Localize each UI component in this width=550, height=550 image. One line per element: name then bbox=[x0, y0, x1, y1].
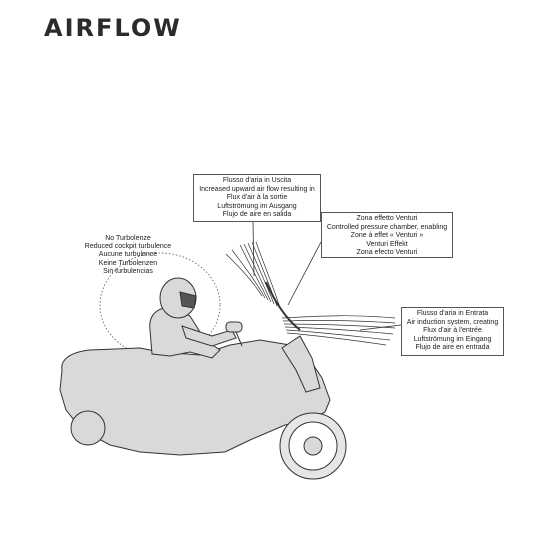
front-wheel bbox=[280, 413, 346, 479]
airflow-logo: AIRFLOW bbox=[44, 14, 182, 42]
upward-flow-callout: Flusso d'aria in Uscita Increased upward air flow resulting in Flux d'air à la sortie Luftströmung im Ausgang Flujo de aire en salida bbox=[193, 174, 321, 222]
venturi-zone-callout: Zona effetto Venturi Controlled pressure chamber, enabling Zone à effet « Venturi » Venturi Effekt Zona efecto Venturi bbox=[321, 212, 453, 258]
rear-wheel bbox=[71, 411, 105, 445]
no-turbulence-label: No Turbolenze Reduced cockpit turbulence Aucune turbulence Keine Turbolenzen Sin turbulencias bbox=[84, 235, 172, 275]
air-intake-callout: Flusso d'aria in Entrata Air induction system, creating Flux d'air à l'entrée Luftströmung im Eingang Flujo de aire en entrada bbox=[401, 307, 504, 356]
rider bbox=[150, 278, 236, 358]
upward-airflow-lines bbox=[226, 242, 280, 308]
